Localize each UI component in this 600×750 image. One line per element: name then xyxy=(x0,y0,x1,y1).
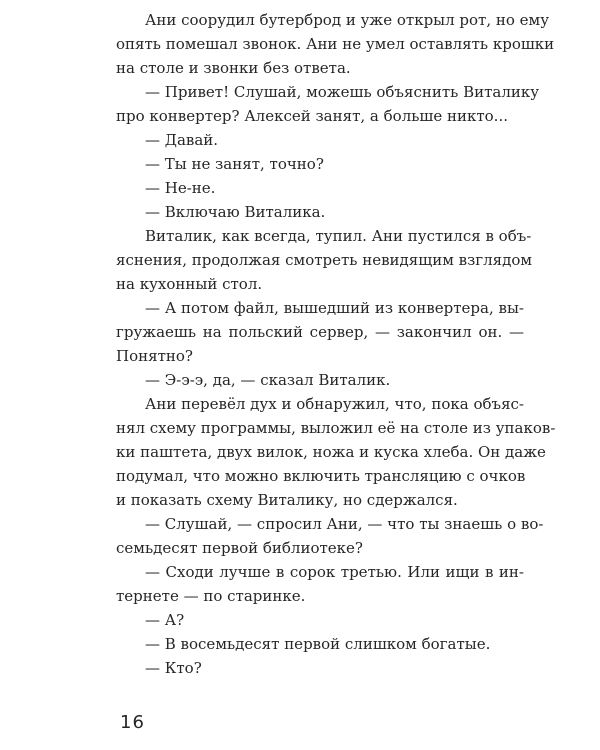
text-line: — А потом файл, вышедший из конвертера, вы- xyxy=(145,299,524,317)
text-line: на кухонный стол. xyxy=(116,275,263,293)
text-line: — А? xyxy=(145,611,185,629)
text-line: ки паштета, двух вилок, ножа и куска хлеба. Он даже xyxy=(116,443,546,461)
text-line: — Ты не занят, точно? xyxy=(145,155,324,173)
text-line: семьдесят первой библиотеке? xyxy=(116,539,363,557)
text-line: — Привет! Слушай, можешь объяснить Виталику xyxy=(145,83,540,101)
text-line: Понятно? xyxy=(116,347,193,365)
text-line: Ани перевёл дух и обнаружил, что, пока объяс- xyxy=(145,395,524,413)
text-line: гружаешь на польский сервер, — закончил он. — xyxy=(116,323,524,341)
text-line: яснения, продолжая смотреть невидящим взглядом xyxy=(116,251,533,269)
text-line: — Сходи лучше в сорок третью. Или ищи в ин- xyxy=(145,563,524,581)
text-line: подумал, что можно включить трансляцию с очков xyxy=(116,467,526,485)
text-line: — В восемьдесят первой слишком богатые. xyxy=(145,635,491,653)
text-line: — Кто? xyxy=(145,659,202,677)
text-line: — Слушай, — спросил Ани, — что ты знаешь о во- xyxy=(145,515,544,533)
text-line: Ани соорудил бутерброд и уже открыл рот, но ему xyxy=(145,11,550,29)
text-line: на столе и звонки без ответа. xyxy=(116,59,351,77)
text-line: тернете — по старинке. xyxy=(116,587,306,605)
text-line: — Давай. xyxy=(145,131,219,149)
text-line: — Э-э-э, да, — сказал Виталик. xyxy=(145,371,391,389)
text-line: и показать схему Виталику, но сдержался. xyxy=(116,491,458,509)
text-line: — Включаю Виталика. xyxy=(145,203,326,221)
text-line: опять помешал звонок. Ани не умел оставлять крошки xyxy=(116,35,555,53)
text-line: Виталик, как всегда, тупил. Ани пустился в объ- xyxy=(145,227,532,245)
page-number: 16 xyxy=(120,712,145,733)
text-line: нял схему программы, выложил её на столе из упаков- xyxy=(116,419,556,437)
body-text xyxy=(116,8,556,680)
text-line: про конвертер? Алексей занят, а больше никто... xyxy=(116,107,508,125)
text-line: — Не-не. xyxy=(145,179,216,197)
